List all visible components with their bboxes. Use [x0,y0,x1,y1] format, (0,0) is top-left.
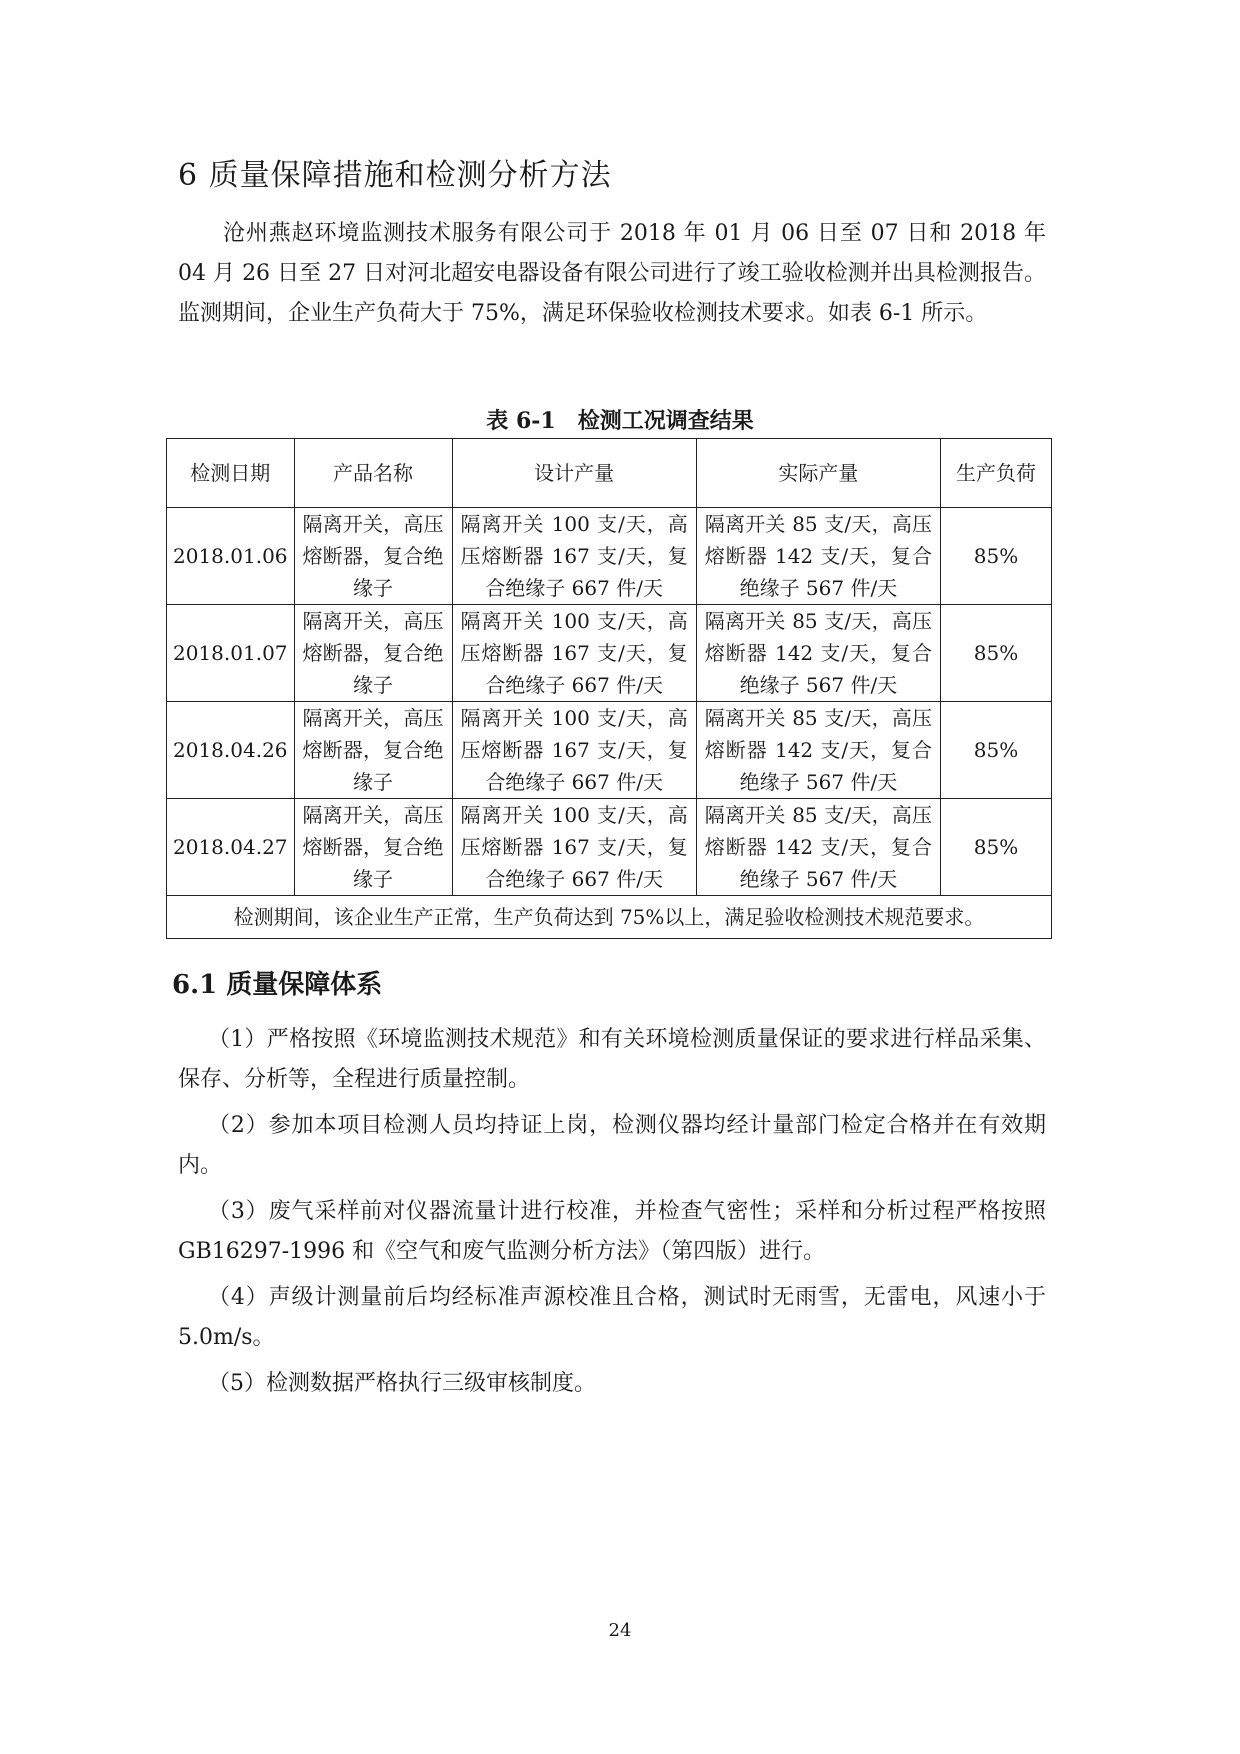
header-date: 检测日期 [167,439,295,508]
list-item: （4）声级计测量前后均经标准声源校准且合格，测试时无雨雪，无雷电，风速小于 5.0m/s。 [178,1285,1046,1350]
table-row [167,702,1052,799]
list-item: （3）废气采样前对仪器流量计进行校准，并检查气密性；采样和分析过程严格按照 GB16297-1996 和《空气和废气监测分析方法》（第四版）进行。 [178,1199,1046,1264]
cell-load: 85% [941,702,1052,799]
table-row [167,799,1052,896]
table-caption: 表 6-1 检测工况调查结果 [486,408,754,434]
cell-product: 隔离开关，高压熔断器，复合绝缘子 [294,799,452,896]
cell-actual: 隔离开关 85 支/天，高压熔断器 142 支/天，复合绝缘子 567 件/天 [696,702,940,799]
table-footer-row [167,896,1052,939]
table-row [167,508,1052,605]
list-item: （1）严格按照《环境监测技术规范》和有关环境检测质量保证的要求进行样品采集、保存、分析等，全程进行质量控制。 [178,1027,1046,1092]
cell-product: 隔离开关，高压熔断器，复合绝缘子 [294,508,452,605]
cell-design: 隔离开关 100 支/天，高压熔断器 167 支/天，复合绝缘子 667 件/天 [452,605,696,702]
results-table [166,438,1052,939]
list-item: （2）参加本项目检测人员均持证上岗，检测仪器均经计量部门检定合格并在有效期内。 [178,1113,1046,1178]
cell-actual: 隔离开关 85 支/天，高压熔断器 142 支/天，复合绝缘子 567 件/天 [696,605,940,702]
cell-date: 2018.01.06 [167,508,295,605]
cell-load: 85% [941,799,1052,896]
cell-actual: 隔离开关 85 支/天，高压熔断器 142 支/天，复合绝缘子 567 件/天 [696,508,940,605]
cell-product: 隔离开关，高压熔断器，复合绝缘子 [294,605,452,702]
header-actual: 实际产量 [696,439,940,508]
cell-date: 2018.04.26 [167,702,295,799]
cell-design: 隔离开关 100 支/天，高压熔断器 167 支/天，复合绝缘子 667 件/天 [452,702,696,799]
cell-design: 隔离开关 100 支/天，高压熔断器 167 支/天，复合绝缘子 667 件/天 [452,508,696,605]
qa-list [178,1020,1046,1410]
table-footer-note: 检测期间，该企业生产正常，生产负荷达到 75%以上，满足验收检测技术规范要求。 [167,896,1052,939]
header-load: 生产负荷 [941,439,1052,508]
list-item: （5）检测数据严格执行三级审核制度。 [208,1371,596,1396]
page-number: 24 [608,1620,632,1641]
cell-design: 隔离开关 100 支/天，高压熔断器 167 支/天，复合绝缘子 667 件/天 [452,799,696,896]
cell-load: 85% [941,508,1052,605]
section-heading: 6.1 质量保障体系 [172,970,383,1000]
cell-product: 隔离开关，高压熔断器，复合绝缘子 [294,702,452,799]
chapter-heading: 6 质量保障措施和检测分析方法 [178,158,612,193]
header-product: 产品名称 [294,439,452,508]
cell-load: 85% [941,605,1052,702]
intro-paragraph: 沧州燕赵环境监测技术服务有限公司于 2018 年 01 月 06 日至 07 日和 2018 年 04 月 26 日至 27 日对河北超安电器设备有限公司进行了竣工验收检测并出具检测报告。监测期间，企业生产负荷大于 75%，满足环保验收检测技术要求。如表 6-1 所示。 [178,221,1046,326]
cell-date: 2018.04.27 [167,799,295,896]
table-row [167,605,1052,702]
cell-actual: 隔离开关 85 支/天，高压熔断器 142 支/天，复合绝缘子 567 件/天 [696,799,940,896]
cell-date: 2018.01.07 [167,605,295,702]
header-design: 设计产量 [452,439,696,508]
table-header-row [167,439,1052,508]
